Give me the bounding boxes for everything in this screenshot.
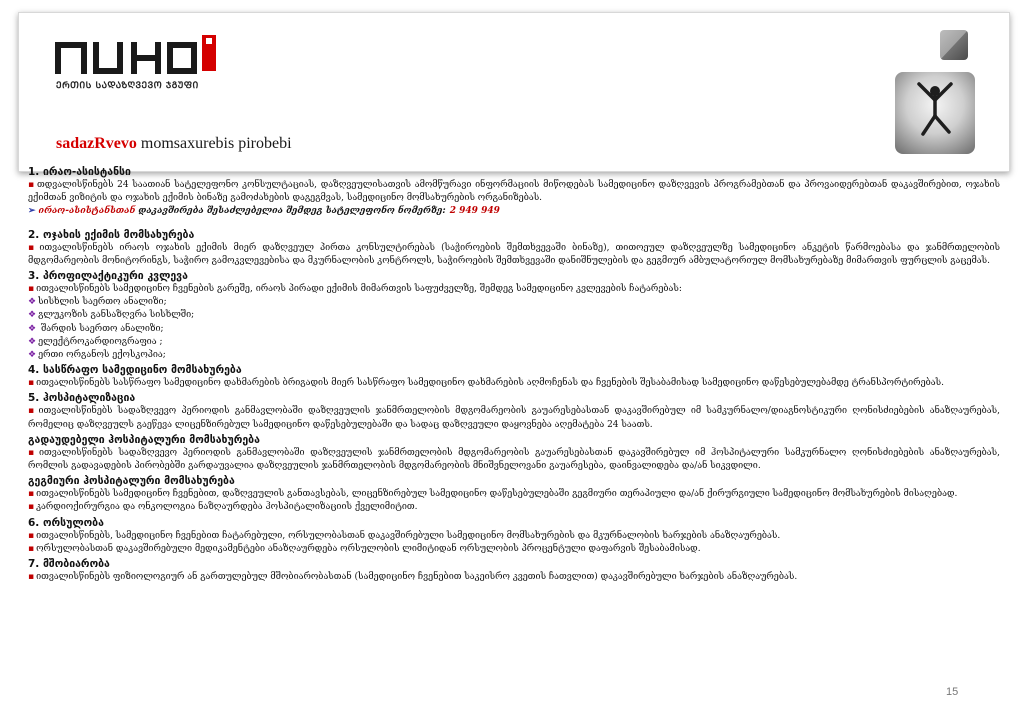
section-heading: 7. მშობიარობა [28, 558, 110, 571]
diamond-bullet-icon: ❖ [28, 297, 37, 308]
list-item: ▪ ითვალისწინებს სადაზღვევო პერიოდის განმავლობაში დაზღვეულის ჯანმრთელობის მდგომარეობის გაუარესებასთან დაკავშირებულ იმ ჰოსპიტალური სამკურნალო ღონისძიებების ანაზღაურებას, რომლის გადავადების პირობებში გარდაუვალია დაზღვეულის ჯანმრთელობის მდგომარეობის მნიშვნელოვანი გაუარესება, დაინვალიდება და/ან სიკვდილი. [28, 447, 1000, 472]
bullet-icon: ▪ [28, 378, 35, 389]
corner-decoration-icon [940, 30, 968, 60]
list-item: ▪ ითვალისწინებს, სამედიცინო ჩვენებით ჩატარებული, ორსულობასთან დაკავშირებული სამედიცინო მომსახურების და მკურნალობის ხარჯების ანაზღაურებას. [28, 530, 781, 541]
bullet-icon: ▪ [28, 530, 35, 541]
jumping-person-photo [895, 72, 975, 154]
section-heading: 6. ორსულობა [28, 516, 104, 529]
bullet-icon: ▪ [28, 180, 35, 190]
brand-subtitle: ᲔᲠᲗᲘᲡ ᲡᲐᲓᲐᲖᲦᲕᲔᲕᲝ ᲯᲒᲣᲤᲘ [56, 81, 199, 91]
sub-list-item: ❖ გლუკოზის განსაზღვრა სისხლში; [28, 310, 195, 321]
page-number: 15 [946, 686, 959, 698]
list-item: ▪ ითვალისწინებს სამედიცინო ჩვენების გარეშე, ირაოს პირადი ექიმის მიმართვის საფუძველზე, შემდეგ სამედიცინო კვლევების ჩატარებას: [28, 284, 682, 295]
section-heading: გადაუდებელი ჰოსპიტალური მომსახურება [28, 433, 260, 446]
bullet-icon: ▪ [28, 502, 35, 513]
bullet-icon: ▪ [28, 242, 38, 253]
bullet-icon: ▪ [28, 406, 37, 417]
diamond-bullet-icon: ❖ [28, 336, 37, 347]
list-item: ▪ ითვალისწინებს სადაზღვევო პერიოდის განმავლობაში დაზღვეულის ჯანმრთელობის მდგომარეობის გაუარესებასთან დაკავშირებულ იმ სამკურნალო/დიაგნოსტიკური ღონისძიებების ანაზღაურებას, რომელიც დაზღვეულს გაეწევა ლიცენზირებულ სამედიცინო დაწესებულებაში და სადაც დაზღვეული დაყოვნება აღემატება 24 საათს. [28, 406, 1000, 430]
sub-list-item: ❖ ელექტროკარდიოგრაფია ; [28, 336, 163, 347]
page-title [56, 135, 292, 153]
section-heading: 2. ოჯახის ექიმის მომსახურება [28, 228, 195, 241]
sub-list-item: ❖ ერთი ორგანოს ექოსკოპია; [28, 350, 166, 361]
list-item: ▪ კარდიოქირურგია და ონკოლოგია ნაზღაურდება ჰოსპიტალიზაციის ქველიმიტით. [28, 502, 418, 513]
list-item: ▪ თდვალისწინებს 24 საათიან სატელეფონო კონსულტაციას, დაზღვეულისათვის ამომწურავი ინფორმაციის მიწოდებას სამედიცინო დაზღვევის პროგრამებთან და პროვაიდერებთან დაკავშირებით, ოჯახის ექიმთან ვიზიტის და ოჯახის ექიმის ბინაზე გამოძახების დაგეგმვას, სამედიცინო მომსახურების ორგანიზებას. [28, 180, 1000, 204]
phone-number: 2 949 949 [449, 206, 500, 217]
list-item: ▪ ორსულობასთან დაკავშირებული მედიკამენტები ანაზღაურდება ორსულობის ლიმიტიდან ორსულობის პროცენტული დაფარვის შესაბამისად. [28, 543, 701, 554]
content-body [28, 164, 1000, 584]
diamond-bullet-icon: ❖ [28, 323, 37, 334]
bullet-icon: ▪ [28, 572, 35, 583]
section-heading: 4. სასწრაფო სამედიცინო მომსახურება [28, 364, 242, 377]
list-item: ▪ ითვალისწინებს ფიზიოლოგიურ ან გართულებულ მშობიარობასთან (სამედიცინო ჩვენებით საკეისრო კვეთის ჩათვლით) დაკავშირებული ხარჯების ანაზღაურებას. [28, 572, 798, 583]
section-heading: 3. პროფილაქტიკური კვლევა [28, 270, 188, 283]
sub-list-item: ❖ შარდის საერთო ანალიზი; [28, 323, 164, 334]
phone-note: ➢ ირაო-ასისტანსთან დაკავშირება შესაძლებელია შემდეგ სატელეფონო ნომერზე: 2 949 949 [28, 206, 500, 217]
list-item: ▪ ითვალისწინებს ირაოს ოჯახის ექიმის მიერ დაზღვეულ პირთა კონსულტირებას (საჭიროების შემთხვევაში ბინაზე), თითოეულ დაზღვეულზე სამედიცინო ანკეტის წარმოებასა და ჯანმრთელობის მდგომარეობის მონიტორინგს, საჭირო გამოკვლევებისა და მკურნალობის კონტროლს, საჭიროების შემთხვევაში დანიშნულების და გეგმიურ ამბულატორიულ მომსახურებაზე მიმართვის ფურცლის გაცემას. [28, 242, 1000, 266]
section-heading: გეგმიური ჰოსპიტალური მომსახურება [28, 475, 235, 488]
list-item: ▪ ითვალისწინებს სასწრაფო სამედიცინო დახმარების ბრიგადის მიერ სასწრაფო სამედიცინო დახმარების აღმოჩენას და ჩვენების შესაბამისად სამედიცინო დაწესებულებამდე ტრანსპორტირებას. [28, 378, 944, 389]
section-heading: 5. ჰოსპიტალიზაცია [28, 392, 136, 405]
bullet-icon: ▪ [28, 284, 35, 295]
bullet-icon: ▪ [28, 489, 35, 500]
title-red-part: sadazRvevo [56, 135, 137, 152]
arrow-bullet-icon: ➢ [28, 206, 36, 217]
diamond-bullet-icon: ❖ [28, 350, 37, 361]
title-dark-part: momsaxurebis pirobebi [140, 135, 292, 152]
bullet-icon: ▪ [28, 543, 35, 554]
section-heading: 1. ირაო-ასისტანსი [28, 166, 131, 178]
diamond-bullet-icon: ❖ [28, 310, 37, 321]
sub-list-item: ❖ სისხლის საერთო ანალიზი; [28, 297, 167, 308]
bullet-icon: ▪ [28, 447, 37, 458]
list-item: ▪ ითვალისწინებს სამედიცინო ჩვენებით, დაზღვეულის განთავსებას, ლიცენზირებულ სამედიცინო დაწესებულებაში გეგმიური თერაპიული და/ან ქირურგიული სამედიცინო მომსახურების მისაღებად. [28, 489, 958, 500]
